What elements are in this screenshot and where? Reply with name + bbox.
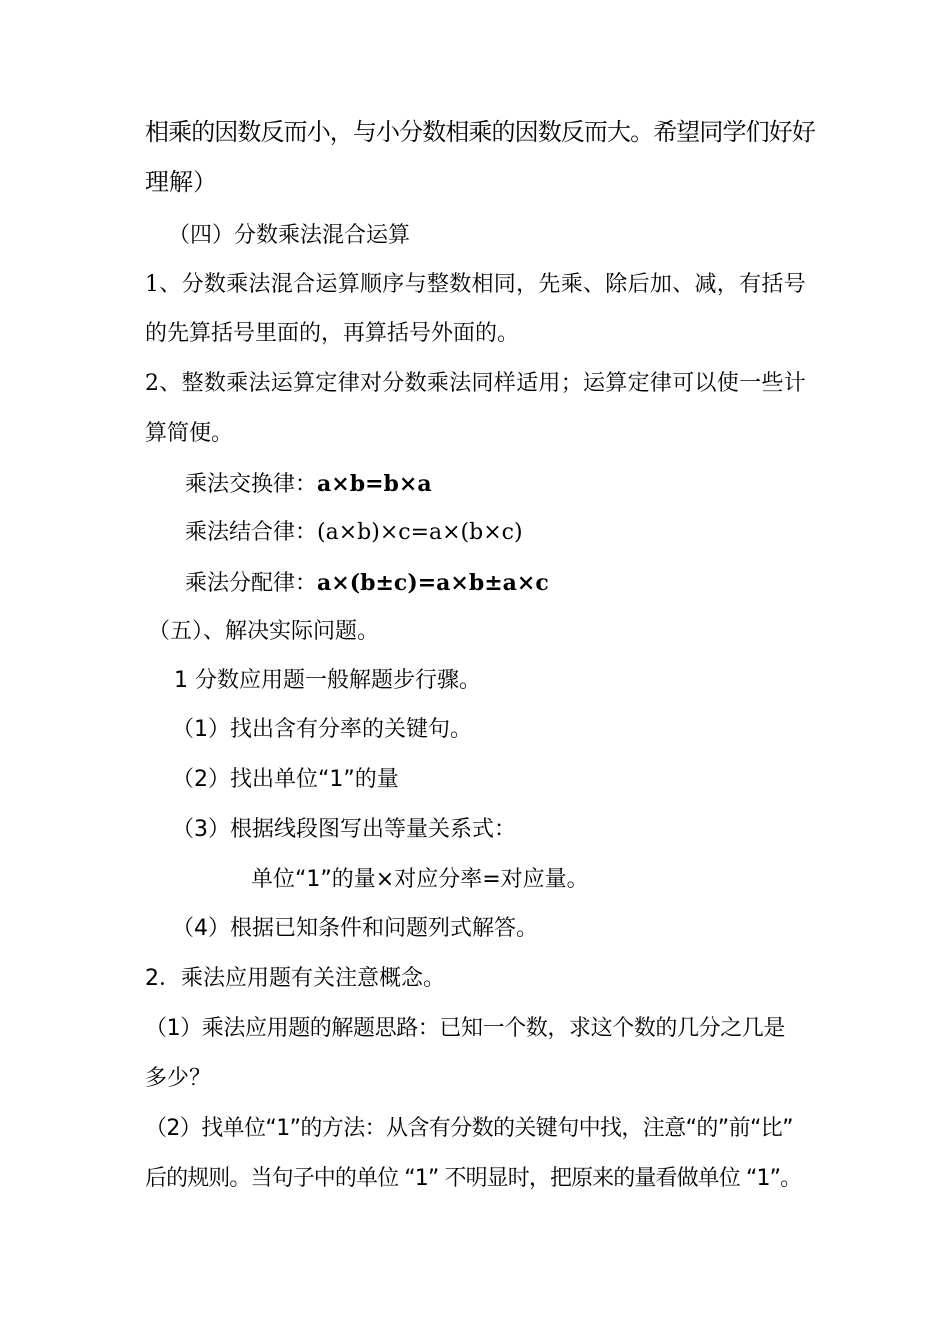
law-label: 乘法结合律： [185, 520, 318, 545]
list-item: 1、分数乘法混合运算顺序与整数相同，先乘、除后加、减，有括号 [145, 272, 806, 297]
list-item: 2．乘法应用题有关注意概念。 [145, 966, 445, 991]
list-item-continuation: 的先算括号里面的，再算括号外面的。 [145, 321, 520, 346]
step-formula: 单位“1”的量×对应分率=对应量。 [251, 867, 589, 892]
section-heading: （四）分数乘法混合运算 [168, 223, 411, 248]
section-heading: （五）、解决实际问题。 [148, 619, 380, 644]
paragraph-line: 理解） [145, 168, 217, 196]
note-item: （1）乘法应用题的解题思路：已知一个数，求这个数的几分之几是 [145, 1016, 785, 1041]
note-item-continuation: 后的规则。当句子中的单位 “1” 不明显时，把原来的量看做单位 “1”。 [145, 1166, 802, 1191]
step-item: （1）找出含有分率的关键句。 [172, 717, 472, 742]
note-item-continuation: 多少？ [145, 1066, 212, 1091]
law-associative [185, 522, 523, 544]
law-formula: a×(b±c)=a×b±a×c [317, 570, 549, 596]
step-item: （4）根据已知条件和问题列式解答。 [172, 916, 538, 941]
law-distributive [185, 572, 549, 595]
paragraph-line: 相乘的因数反而小，与小分数相乘的因数反而大。希望同学们好好 [145, 118, 815, 146]
law-label: 乘法分配律： [185, 571, 318, 596]
law-formula: a×b=b×a [317, 471, 432, 497]
list-item: 2、整数乘法运算定律对分数乘法同样适用；运算定律可以使一些计 [145, 371, 806, 396]
step-item: （2）找出单位“1”的量 [172, 767, 399, 792]
law-label: 乘法交换律： [185, 472, 318, 497]
step-item: （3）根据线段图写出等量关系式： [172, 817, 516, 842]
law-commutative [185, 473, 432, 496]
note-item: （2）找单位“1”的方法：从含有分数的关键句中找，注意“的”前“比” [145, 1116, 793, 1141]
steps-title: 1 分数应用题一般解题步行骤。 [174, 668, 481, 693]
law-formula: (a×b)×c=a×(b×c) [317, 520, 523, 545]
list-item-continuation: 算简便。 [145, 421, 234, 446]
